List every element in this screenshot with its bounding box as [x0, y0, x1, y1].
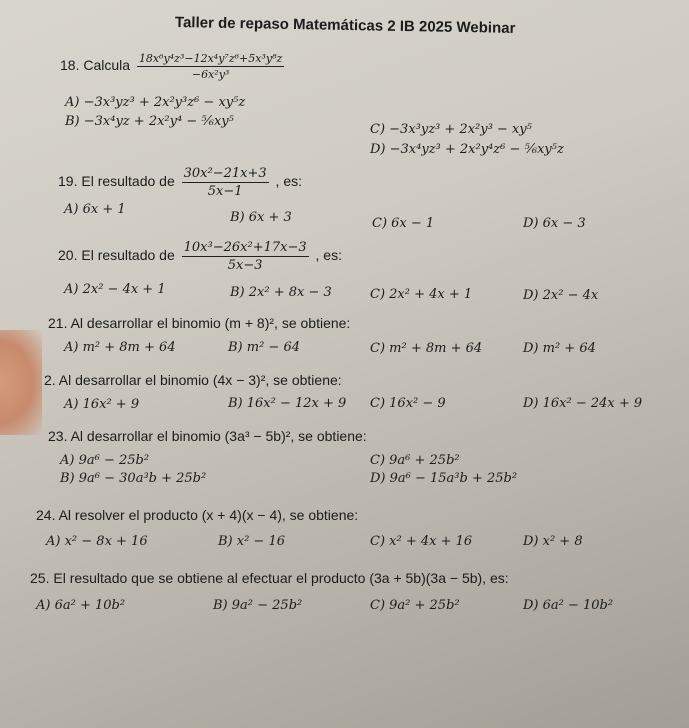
question-24-option-b[interactable]: B) x² − 16: [218, 534, 285, 549]
thumb-shadow: [0, 330, 42, 435]
question-19-option-a[interactable]: A) 6x + 1: [64, 202, 126, 217]
question-18-option-c[interactable]: C) −3x³yz³ + 2x²y³ − xy⁵: [370, 122, 532, 137]
question-19: [58, 166, 302, 199]
question-18: [60, 52, 287, 81]
question-22-option-a[interactable]: A) 16x² + 9: [64, 397, 140, 412]
question-19-option-b[interactable]: B) 6x + 3: [230, 210, 292, 225]
question-23-option-b[interactable]: B) 9a⁶ − 30a³b + 25b²: [60, 471, 207, 486]
question-22-option-d[interactable]: D) 16x² − 24x + 9: [523, 396, 643, 411]
question-22-option-b[interactable]: B) 16x² − 12x + 9: [228, 396, 347, 411]
question-24-option-c[interactable]: C) x² + 4x + 16: [370, 534, 473, 549]
question-18-option-d[interactable]: D) −3x⁴yz³ + 2x²y⁴z⁶ − ⅚xy⁵z: [370, 142, 564, 157]
question-20-denominator: 5x−3: [227, 258, 263, 273]
question-21-option-b[interactable]: B) m² − 64: [228, 340, 300, 355]
question-20: [58, 240, 342, 273]
question-19-numerator: 30x²−21x+3: [183, 166, 267, 181]
question-18-fraction: [137, 52, 284, 81]
question-20-option-b[interactable]: B) 2x² + 8x − 3: [230, 285, 332, 300]
question-19-option-c[interactable]: C) 6x − 1: [372, 216, 435, 231]
question-21-label: 21. Al desarrollar el binomio (m + 8)², se obtiene:: [48, 315, 351, 331]
question-23-option-d[interactable]: D) 9a⁶ − 15a³b + 25b²: [370, 471, 518, 486]
question-25-option-b[interactable]: B) 9a² − 25b²: [213, 598, 303, 613]
question-20-numerator: 10x³−26x²+17x−3: [183, 240, 307, 255]
question-23-label: 23. Al desarrollar el binomio (3a³ − 5b)², se obtiene:: [48, 428, 367, 444]
question-25-option-c[interactable]: C) 9a² + 25b²: [370, 598, 460, 613]
question-18-option-b[interactable]: B) −3x⁴yz + 2x²y⁴ − ⅚xy⁵: [65, 114, 234, 129]
question-21-option-d[interactable]: D) m² + 64: [523, 341, 596, 356]
question-25-label: 25. El resultado que se obtiene al efectuar el producto (3a + 5b)(3a − 5b), es:: [30, 570, 509, 586]
question-21-option-c[interactable]: C) m² + 8m + 64: [370, 341, 483, 356]
question-20-fraction: [182, 240, 309, 273]
question-21-option-a[interactable]: A) m² + 8m + 64: [64, 340, 176, 355]
question-24-label: 24. Al resolver el producto (x + 4)(x − 4), se obtiene:: [36, 507, 359, 523]
question-20-label: 20. El resultado de: [58, 247, 175, 264]
question-19-denominator: 5x−1: [207, 184, 243, 199]
question-22-option-c[interactable]: C) 16x² − 9: [370, 396, 446, 411]
question-20-option-d[interactable]: D) 2x² − 4x: [523, 288, 599, 303]
question-24-option-a[interactable]: A) x² − 8x + 16: [46, 534, 148, 549]
question-18-numerator: 18x⁶y⁴z³−12x⁴y⁷z⁶+5x³y⁸z: [138, 52, 283, 65]
question-24-option-d[interactable]: D) x² + 8: [523, 534, 583, 549]
page-title: Taller de repaso Matemáticas 2 IB 2025 Webinar: [174, 14, 516, 37]
question-18-option-a[interactable]: A) −3x³yz³ + 2x²y³z⁶ − xy⁵z: [65, 95, 246, 110]
question-20-option-a[interactable]: A) 2x² − 4x + 1: [64, 282, 166, 297]
question-22-label: 2. Al desarrollar el binomio (4x − 3)², se obtiene:: [44, 372, 342, 388]
question-23-option-c[interactable]: C) 9a⁶ + 25b²: [370, 453, 460, 468]
question-20-option-c[interactable]: C) 2x² + 4x + 1: [370, 287, 473, 302]
question-18-denominator: −6x²y³: [191, 68, 230, 81]
question-18-label: 18. Calcula: [60, 57, 131, 74]
question-19-fraction: [182, 166, 269, 199]
question-25-option-d[interactable]: D) 6a² − 10b²: [523, 598, 614, 613]
question-19-label: 19. El resultado de: [58, 173, 175, 190]
question-25-option-a[interactable]: A) 6a² + 10b²: [36, 598, 126, 613]
question-19-tail: , es:: [275, 173, 303, 190]
question-23-option-a[interactable]: A) 9a⁶ − 25b²: [60, 453, 150, 468]
question-19-option-d[interactable]: D) 6x − 3: [523, 216, 586, 231]
question-20-tail: , es:: [315, 247, 342, 264]
